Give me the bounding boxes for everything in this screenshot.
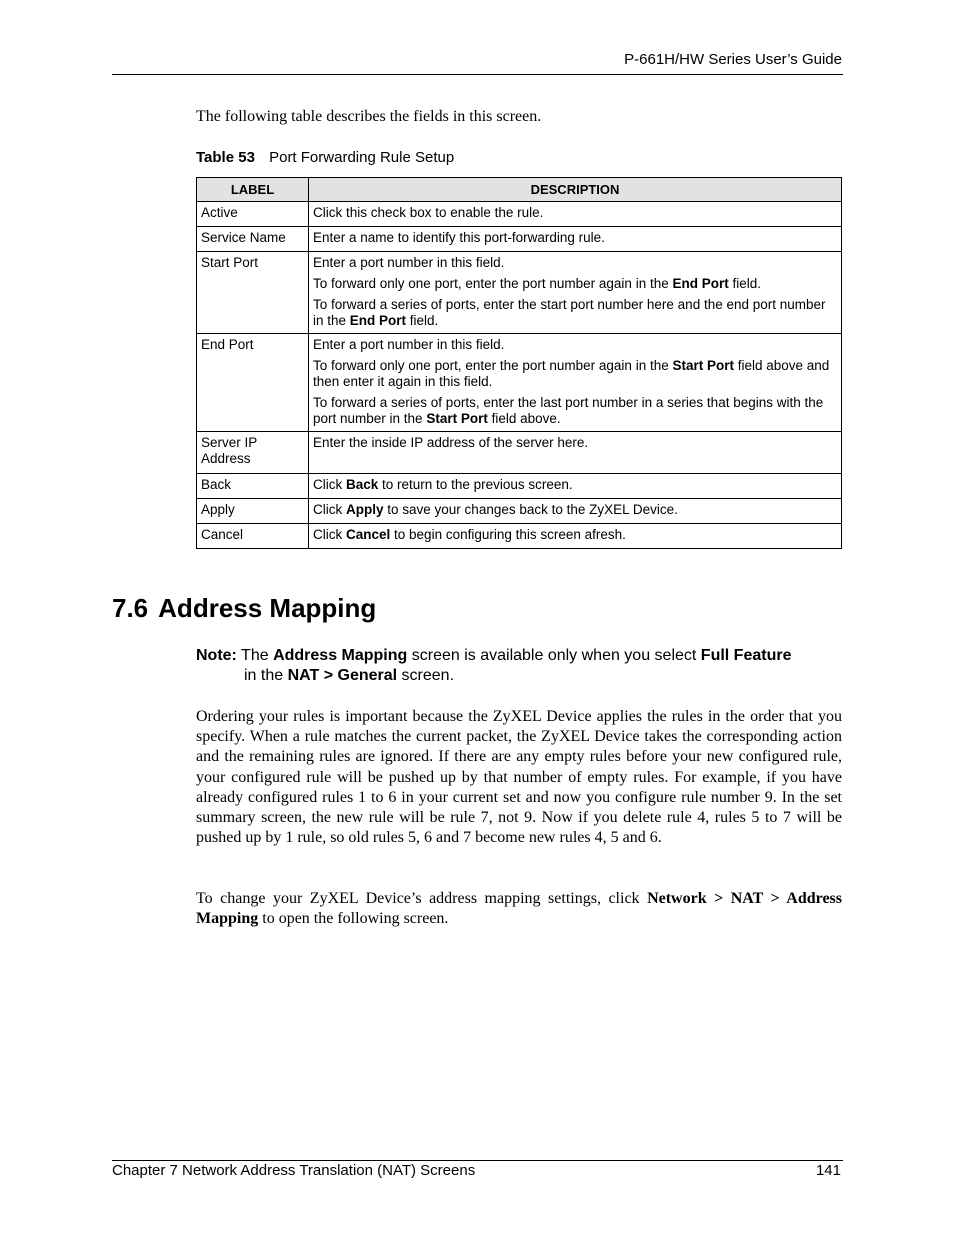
row-label: Apply (197, 499, 309, 524)
row-description-text: Enter a port number in this field. (313, 337, 505, 352)
row-description-text (313, 358, 837, 390)
footer-chapter: Chapter 7 Network Address Translation (NAT) Screens (112, 1162, 476, 1179)
row-label: Start Port (197, 252, 309, 334)
table-row (197, 474, 842, 499)
bold-term: Cancel (346, 527, 391, 542)
row-description-text (313, 395, 837, 427)
bold-term: End Port (349, 313, 407, 328)
text-span: To forward only one port, enter the port number again in the (313, 276, 673, 291)
row-label: Cancel (197, 524, 309, 549)
bold-term: Apply (346, 502, 384, 517)
row-description (309, 432, 842, 474)
row-description (309, 227, 842, 252)
bold-term: Start Port (672, 358, 734, 373)
row-label: End Port (197, 334, 309, 432)
header-rule (112, 74, 843, 75)
table-row (197, 432, 842, 474)
text-span: To forward only one port, enter the port number again in the (313, 358, 673, 373)
row-description-text: Enter the inside IP address of the server here. (313, 435, 589, 450)
row-description (309, 524, 842, 549)
row-description (309, 202, 842, 227)
row-description (309, 474, 842, 499)
row-label: Service Name (197, 227, 309, 252)
section-number: 7.6 (112, 593, 149, 623)
col-header-label: LABEL (197, 178, 309, 202)
text-span: field above and then enter it again in this field. (313, 358, 830, 389)
text-span: Click (313, 477, 346, 492)
text-span: to begin configuring this screen afresh. (390, 527, 626, 542)
text-span: field. (728, 276, 761, 291)
body-paragraph-navigation (196, 889, 842, 929)
text-span: To forward a series of ports, enter the start port number here and the end port number in the (313, 297, 826, 328)
text-span: Click (313, 502, 346, 517)
text-span: screen is available only when you select (407, 647, 701, 664)
row-description-text: Enter a name to identify this port-forwarding rule. (313, 230, 605, 245)
note-line-2 (196, 666, 846, 686)
text-span: field above. (487, 411, 561, 426)
bold-term: Address Mapping (273, 647, 408, 664)
text-span: To change your ZyXEL Device’s address mapping settings, click (196, 890, 648, 907)
body-paragraph-rule-ordering: Ordering your rules is important because the ZyXEL Device applies the rules in the order that you specify. When a rule matches the current packet, the ZyXEL Device takes the corresponding action and the remaining rules are ignored. If there are any empty rules before your new configured rule, your configured rule will be pushed up by that number of empty rules. For example, if you have already configured rules 1 to 6 in your current set and now you configure rule number 9. In the set summary screen, the new rule will be rule 7, not 9. Now if you delete rule 4, rules 5 to 7 will be pushed up by 1 rule, so old rules 5, 6 and 7 become new rules 4, 5 and 6. (196, 708, 842, 847)
text-span: to save your changes back to the ZyXEL Device. (383, 502, 678, 517)
row-description-text (313, 297, 837, 329)
table-header-row (197, 178, 842, 202)
col-header-description: DESCRIPTION (309, 178, 842, 202)
bold-term: Back (346, 477, 379, 492)
table-row (197, 499, 842, 524)
bold-term: Network > NAT > Address Mapping (196, 890, 842, 928)
row-description-text: Click this check box to enable the rule. (313, 205, 544, 220)
table-row (197, 252, 842, 334)
row-label: Back (197, 474, 309, 499)
note-line-1 (196, 646, 846, 666)
row-description (309, 252, 842, 334)
table-caption-label: Table 53 (196, 149, 255, 166)
bold-term: NAT > General (287, 667, 398, 684)
text-span: screen. (397, 667, 455, 684)
bold-term: Start Port (426, 411, 488, 426)
table-row (197, 202, 842, 227)
text-span: in the (244, 667, 288, 684)
text-span: The (236, 647, 274, 664)
text-span: to open the following screen. (258, 910, 449, 928)
row-description-text (313, 276, 837, 292)
page-header-title: P-661H/HW Series User’s Guide (624, 51, 842, 68)
text-span: to return to the previous screen. (378, 477, 573, 492)
row-description (309, 499, 842, 524)
section-heading (112, 591, 376, 625)
table-caption-title: Port Forwarding Rule Setup (269, 149, 455, 166)
bold-term: Full Feature (700, 647, 792, 664)
bold-term: End Port (672, 276, 729, 291)
port-forwarding-table (196, 177, 842, 549)
row-label: Server IP Address (197, 432, 309, 474)
note-block (196, 646, 846, 686)
section-title: Address Mapping (158, 593, 377, 623)
table-row (197, 334, 842, 432)
row-label: Active (197, 202, 309, 227)
intro-text: The following table describes the fields in this screen. (196, 108, 542, 125)
footer-page-number: 141 (815, 1162, 841, 1179)
text-span: To forward a series of ports, enter the last port number in a series that begins with the port number in the (313, 395, 824, 426)
text-span: field. (406, 313, 439, 328)
table-caption (196, 148, 454, 168)
row-description-text: Enter a port number in this field. (313, 255, 505, 270)
row-description (309, 334, 842, 432)
text-span: Click (313, 527, 346, 542)
table-row (197, 524, 842, 549)
table-row (197, 227, 842, 252)
note-prefix: Note: (196, 647, 237, 664)
